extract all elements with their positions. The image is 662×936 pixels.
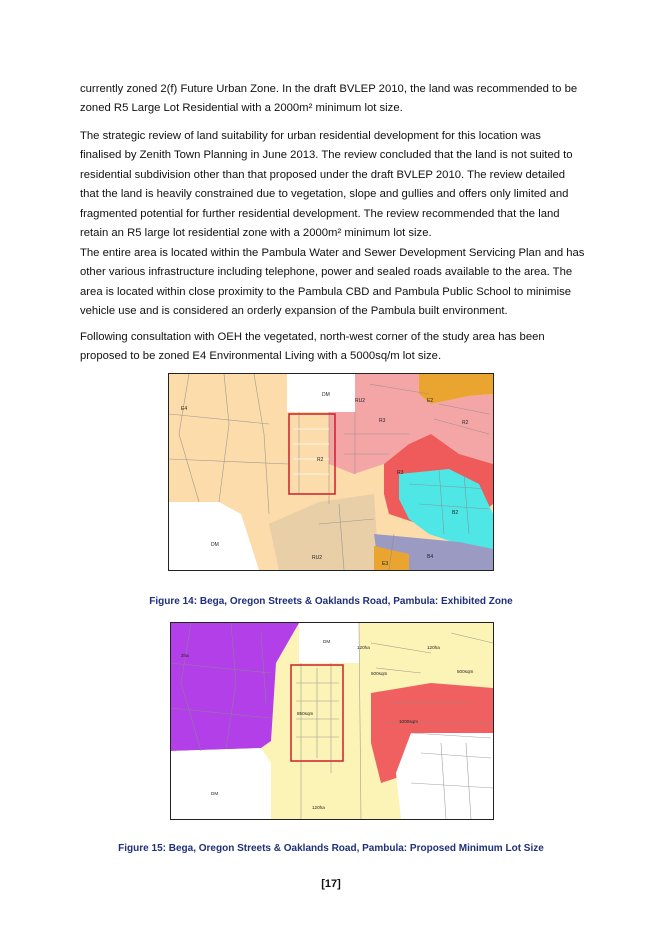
- zone-label-r3-mid: R3: [397, 470, 404, 476]
- zone-label-e3: E3: [382, 561, 389, 567]
- figure-14-zoning-map: [168, 373, 494, 571]
- zoning-map-graphic: [169, 374, 493, 570]
- zone-label-e2: E2: [427, 398, 434, 404]
- lot-size-map-graphic: [171, 623, 493, 819]
- lot-label-2ha: 2ha: [181, 653, 189, 658]
- paragraph-3: The entire area is located within the Pambula Water and Sewer Development Servicing Plan and has other various infrastructure including telephone, power and sealed roads available to the area. The area is located within close proximity to the Pambula CBD and Pambula Public School to minimise vehicle use and is considered an orderly expansion of the Pambula built environment.: [80, 247, 585, 318]
- lot-label-120ha-b: 120ha: [427, 645, 440, 650]
- page-number: [17]: [321, 878, 341, 890]
- paragraph-2: The strategic review of land suitability for urban residential development for this location was finalised by Zenith Town Planning in June 2013. The review concluded that the land is not suited to residential subdivision other than that proposed under the draft BVLEP 2010. The review detailed that the land is heavily constrained due to vegetation, slope and gullies and offers only limited and fragmented potential for further residential development. The review recommended that the land retain an R5 large lot residential zone with a 2000m² minimum lot size.: [80, 130, 573, 240]
- lot-label-120ha-c: 120ha: [312, 805, 325, 810]
- figure-15-caption: Figure 15: Bega, Oregon Streets & Oaklands Road, Pambula: Proposed Minimum Lot Size: [118, 843, 544, 854]
- zone-label-e4: E4: [181, 406, 188, 412]
- zone-label-r2-site: R2: [317, 457, 324, 463]
- lot-label-120ha-a: 120ha: [357, 645, 370, 650]
- lot-label-dm-bottom: DM: [211, 791, 219, 796]
- lot-label-1000sqm: 1000sqm: [399, 719, 418, 724]
- zone-label-dm-bottom: DM: [211, 542, 219, 548]
- figure-15-lot-size-map: [170, 622, 494, 820]
- zone-label-b2: B2: [452, 510, 459, 516]
- figure-14-caption: Figure 14: Bega, Oregon Streets & Oaklands Road, Pambula: Exhibited Zone: [149, 596, 513, 607]
- paragraph-4: Following consultation with OEH the vegetated, north-west corner of the study area has been proposed to be zoned E4 Environmental Living with a 5000sq/m lot size.: [80, 331, 545, 363]
- lot-label-site: 850sqm: [297, 711, 314, 716]
- zone-label-dm-top: DM: [322, 392, 330, 398]
- zone-label-b4: B4: [427, 554, 434, 560]
- zone-label-r2-right: R2: [462, 420, 469, 426]
- zone-label-ru2-top: RU2: [355, 398, 366, 404]
- lot-label-dm-top: DM: [323, 639, 331, 644]
- zone-label-r3-top: R3: [379, 418, 386, 424]
- lot-label-500sqm-b: 500sqm: [457, 669, 474, 674]
- lot-label-500sqm-a: 500sqm: [371, 671, 388, 676]
- zone-label-ru2-bottom: RU2: [312, 555, 323, 561]
- paragraph-1: currently zoned 2(f) Future Urban Zone. In the draft BVLEP 2010, the land was recommended to be zoned R5 Large Lot Residential with a 2000m² minimum lot size.: [80, 83, 578, 115]
